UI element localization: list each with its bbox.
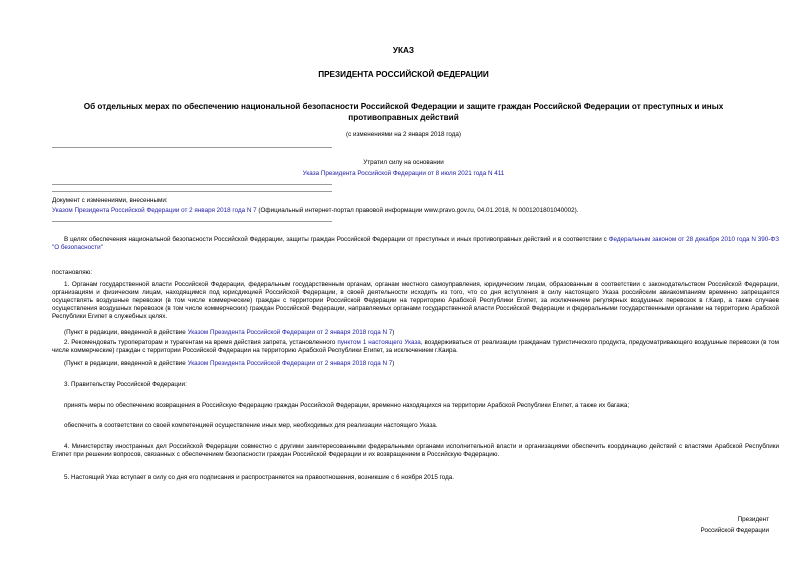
preamble-law-link[interactable]: Федеральным законом от 28 декабря 2010 года N 390-ФЗ "О безопасности": [52, 236, 779, 252]
decree-heading: УКАЗ: [392, 46, 415, 55]
changes-rest: (Официальный интернет-портал правовой информации www.pravo.gov.ru, 04.01.2018, N 0001201801040002).: [256, 207, 579, 214]
signature-country: Российской Федерации: [700, 527, 769, 534]
lost-force-link-text[interactable]: Указа Президента Российской Федерации от 8 июля 2021 года N 411: [302, 170, 505, 177]
amendment-note: (с изменениями на 2 января 2018 года): [346, 131, 461, 138]
changes-label: Документ с изменениями, внесенными:: [52, 197, 168, 204]
note-link[interactable]: Указом Президента Российской Федерации от 2 января 2018 года N 7: [187, 360, 393, 367]
note-link[interactable]: Указом Президента Российской Федерации от 2 января 2018 года N 7: [187, 329, 393, 336]
note-prefix: (Пункт в редакции, введенной в действие: [64, 329, 188, 336]
item-1: 1. Органам государственной власти Российской Федерации, федеральным государственным органам, органам местного самоуправления, юридическим лицам, образованным в соответствии с законодательством Российской Федерации, организациям и физическим лицам, находящимся под юрисдикцией Российской Федерации, в своей деятельности исходить из того, что со дня вступления в силу настоящего Указа российским авиакомпаниям временно запрещается осуществлять воздушные перевозки (в том числе коммерческие) граждан с территории Российской Федерации на территорию Арабской Республики Египет, за исключением регулярных воздушных перевозок в г.Каир, а также случаев осуществления воздушных перевозок (в том числе коммерческих) граждан Российской Федерации, направляемых органами государственной власти Российской Федерации и федеральными государственными органами на территорию Арабской Республики Египет в служебных целях.: [52, 281, 779, 321]
divider: [52, 191, 332, 192]
president-heading: ПРЕЗИДЕНТА РОССИЙСКОЙ ФЕДЕРАЦИИ: [318, 70, 489, 79]
item-5: 5. Настоящий Указ вступает в силу со дня его подписания и распространяется на правоотношения, возникшие с 6 ноября 2015 года.: [64, 474, 455, 481]
preamble-text: В целях обеспечения национальной безопасности Российской Федерации, защиты граждан Российской Федерации от преступных и иных противоправных действий и в соответствии с: [64, 236, 609, 243]
item-2-start: 2. Рекомендовать туроператорам и турагентам на время действия запрета, установленного: [64, 339, 338, 346]
preamble: [52, 236, 779, 252]
divider: [52, 147, 332, 148]
item-2: [52, 339, 779, 355]
item-2-end: , воздерживаться от реализации гражданам туристического продукта, предусматривающего воздушные перевозки (в том числе коммерческие) граждан с территории Российской Федерации на территорию Арабской Республики Египет, за исключением г.Каира.: [52, 339, 780, 355]
lost-force-label: Утратил силу на основании: [363, 159, 444, 166]
item-1-note: [52, 329, 779, 337]
note-suffix: ): [392, 360, 395, 367]
item-3-b: обеспечить в соответствии со своей компетенцией осуществление иных мер, необходимых для реализации настоящего Указа.: [64, 422, 438, 429]
item-3-a: принять меры по обеспечению возвращения в Российскую Федерацию граждан Российской Федерации, временно находящихся на территории Арабской Республики Египет, а также их багажа;: [64, 402, 630, 409]
item-1-reference-link[interactable]: пунктом 1 настоящего Указа: [337, 339, 421, 346]
lost-force-link[interactable]: [40, 170, 767, 178]
note-prefix: (Пункт в редакции, введенной в действие: [64, 360, 188, 367]
divider: [52, 184, 332, 185]
changes-line: [52, 207, 779, 215]
signature-title: Президент: [737, 516, 769, 523]
note-suffix: ): [392, 329, 395, 336]
page-title: Об отдельных мерах по обеспечению национальной безопасности Российской Федерации и защите граждан Российской Федерации от преступных и иных противоправных действий: [83, 102, 724, 122]
resolve-word: постановляю:: [52, 269, 93, 276]
changes-link[interactable]: Указом Президента Российской Федерации от 2 января 2018 года N 7: [52, 207, 257, 214]
item-4: 4. Министерству иностранных дел Российской Федерации совместно с другими заинтересованными федеральными органами исполнительной власти и организациями обеспечить координацию действий с властями Арабской Республики Египет при решении вопросов, связанных с обеспечением безопасности граждан Российской Федерации и их возвращением в Российскую Федерацию.: [52, 443, 779, 459]
item-2-note: [52, 360, 779, 368]
item-3: 3. Правительству Российской Федерации:: [64, 381, 187, 388]
divider: [52, 221, 332, 222]
